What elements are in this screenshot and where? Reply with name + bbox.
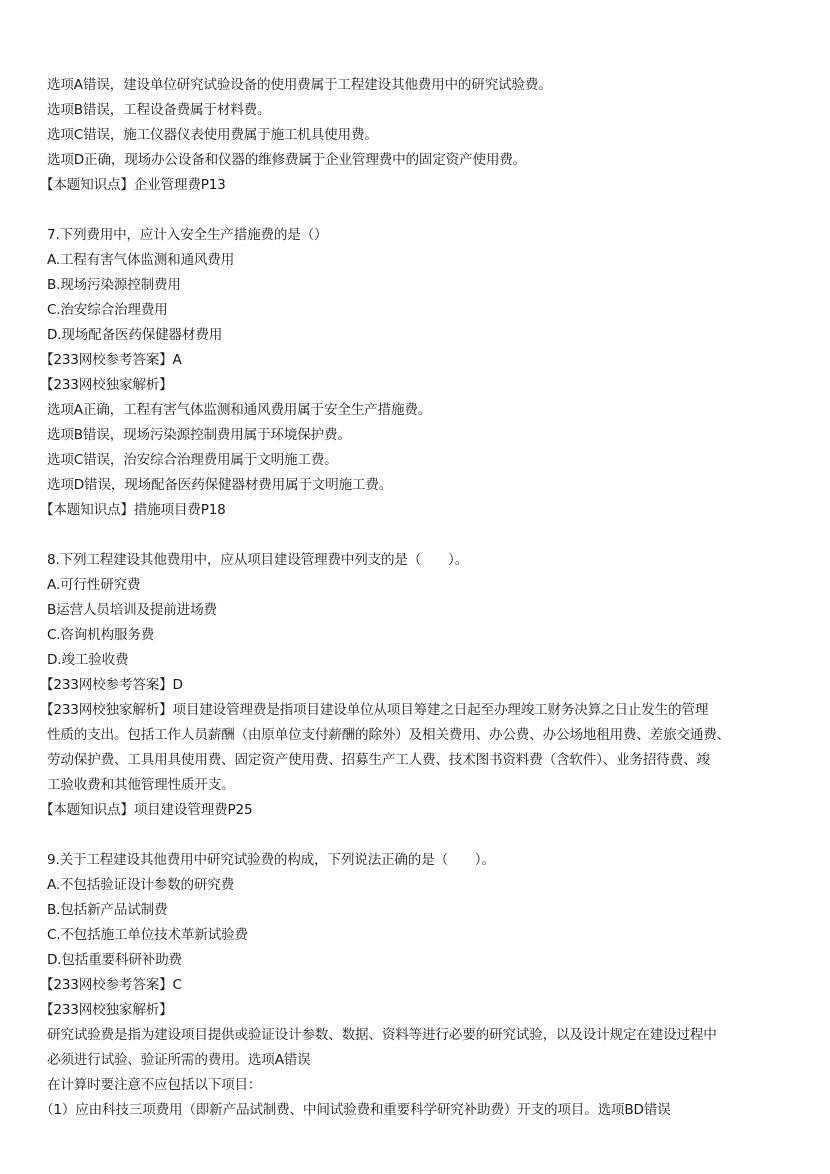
question-8 (40, 548, 787, 823)
analysis-heading: 【233网校独家解析】 (40, 377, 173, 393)
question-7 (40, 223, 787, 523)
reference-answer: 【233网校参考答案】C (40, 977, 182, 993)
option-a: A.不包括验证设计参数的研究费 (47, 877, 235, 893)
knowledge-point: 【本题知识点】措施项目费P18 (40, 502, 226, 518)
option-b: B.包括新产品试制费 (47, 902, 168, 918)
analysis-line: 选项D正确，现场办公设备和仪器的维修费属于企业管理费中的固定资产使用费。 (47, 152, 527, 168)
analysis-line: 选项A正确，工程有害气体监测和通风费用属于安全生产措施费。 (47, 402, 432, 418)
option-d: D.包括重要科研补助费 (47, 952, 182, 968)
analysis-line: （1）应由科技三项费用（即新产品试制费、中间试验费和重要科学研究补助费）开支的项目。选项BD错误 (40, 1102, 671, 1118)
option-a: A.可行性研究费 (47, 577, 141, 593)
option-c: C.咨询机构服务费 (47, 627, 155, 643)
question-stem: 9.关于工程建设其他费用中研究试验费的构成，下列说法正确的是（ ）。 (47, 852, 495, 868)
option-a: A.工程有害气体监测和通风费用 (47, 252, 235, 268)
analysis-line: 选项C错误，治安综合治理费用属于文明施工费。 (47, 452, 338, 468)
analysis-line: 选项D错误，现场配备医药保健器材费用属于文明施工费。 (47, 477, 393, 493)
spacer (47, 823, 787, 848)
reference-answer: 【233网校参考答案】D (40, 677, 183, 693)
analysis-line: 在计算时要注意不应包括以下项目： (47, 1077, 262, 1093)
analysis-line: 选项B错误，工程设备费属于材料费。 (47, 102, 271, 118)
option-d: D.现场配备医药保健器材费用 (47, 327, 223, 343)
analysis-line: 选项C错误，施工仪器仪表使用费属于施工机具使用费。 (47, 127, 378, 143)
analysis-heading: 【233网校独家解析】 (40, 1002, 173, 1018)
analysis-line: 选项B错误，现场污染源控制费用属于环境保护费。 (47, 427, 351, 443)
question-stem: 7.下列费用中，应计入安全生产措施费的是（） (47, 227, 328, 243)
option-c: C.不包括施工单位技术革新试验费 (47, 927, 248, 943)
analysis-line: 劳动保护费、工具用具使用费、固定资产使用费、招募生产工人费、技术图书资料费（含软件）、业务招待费、竣 (47, 752, 710, 768)
option-b: B.现场污染源控制费用 (47, 277, 181, 293)
previous-question-analysis (40, 73, 787, 198)
analysis-line: 工验收费和其他管理性质开支。 (47, 777, 235, 793)
analysis-line: 【233网校独家解析】项目建设管理费是指项目建设单位从项目筹建之日起至办理竣工财务决算之日止发生的管理 (40, 702, 709, 718)
reference-answer: 【233网校参考答案】A (40, 352, 182, 368)
question-9 (40, 848, 787, 1123)
analysis-line: 研究试验费是指为建设项目提供或验证设计参数、数据、资料等进行必要的研究试验，以及设计规定在建设过程中 (47, 1027, 717, 1043)
document-page (40, 73, 787, 1123)
analysis-line: 必须进行试验、验证所需的费用。选项A错误 (47, 1052, 311, 1068)
option-c: C.治安综合治理费用 (47, 302, 168, 318)
analysis-line: 性质的支出。包括工作人员薪酬（由原单位支付薪酬的除外）及相关费用、办公费、办公场地租用费、差旅交通费、 (47, 727, 731, 743)
knowledge-point: 【本题知识点】企业管理费P13 (40, 177, 226, 193)
option-d: D.竣工验收费 (47, 652, 129, 668)
spacer (47, 198, 787, 223)
spacer (47, 523, 787, 548)
option-b: B运营人员培训及提前进场费 (47, 602, 217, 618)
question-stem: 8.下列工程建设其他费用中，应从项目建设管理费中列支的是（ ）。 (47, 552, 468, 568)
analysis-line: 选项A错误，建设单位研究试验设备的使用费属于工程建设其他费用中的研究试验费。 (47, 77, 552, 93)
knowledge-point: 【本题知识点】项目建设管理费P25 (40, 802, 253, 818)
